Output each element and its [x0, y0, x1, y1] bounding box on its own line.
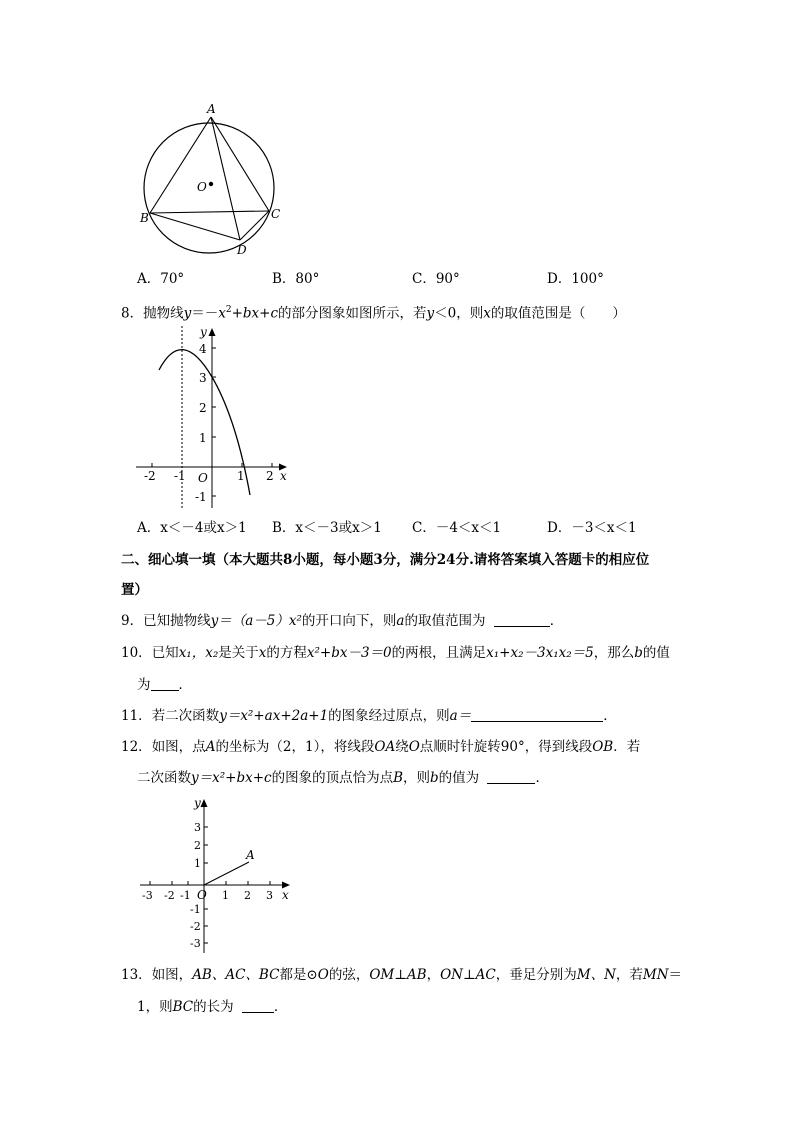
y-tick-label-3: 3 [194, 821, 201, 834]
parabola-graph [132, 322, 297, 514]
q13-perp2: ON⊥AC [440, 967, 496, 983]
x-tick-label-neg2: -2 [144, 469, 156, 483]
q9-number: 9． [121, 613, 144, 629]
q8-eq-mid: ＝－ [191, 305, 219, 322]
q8-option-d: D．－3＜x＜1 [547, 520, 637, 536]
y-tick-label-neg1: -1 [190, 903, 201, 916]
q12-answer-blank[interactable] [487, 769, 535, 784]
q13-line1-mid3: ，垂足分别为 [495, 967, 577, 983]
q10-eq: x²+bx－3＝0 [306, 645, 392, 661]
q10-period: ． [178, 677, 192, 693]
q10-mid3: 的两根，且满足 [391, 645, 487, 661]
q13-line1-end: ＝ [668, 967, 683, 983]
q8-number: 8． [121, 305, 144, 322]
q9-answer-blank[interactable] [494, 612, 550, 627]
q12-seg-oa: OA [374, 739, 396, 755]
q8-eq-rest: +bx+c [231, 305, 279, 322]
x-tick-label-1: 1 [237, 469, 245, 483]
q8-var-x: x [483, 305, 491, 322]
y-tick-label-neg1: -1 [195, 490, 207, 504]
q9-pre: 已知抛物线 [143, 613, 211, 629]
q12-eq: y＝x²+bx+c [191, 770, 272, 786]
y-axis-label: y [200, 325, 207, 339]
question-11 [121, 706, 617, 726]
q12-line1-mid2: 绕 [395, 739, 409, 755]
q7-option-d: D．100° [547, 271, 604, 287]
label-o: O [197, 180, 207, 194]
section-2-heading-line1: 二、细心填一填（本大题共8小题，每小题3分，满分24分.请将答案填入答题卡的相应位 [121, 552, 650, 568]
q7-option-a: A．70° [137, 271, 185, 287]
q8-text-end: 的取值范围是（ ） [490, 305, 626, 322]
x-axis-label: x [280, 469, 287, 483]
q8-eq-x: x [218, 305, 226, 322]
q10-mid: 是关于 [218, 645, 259, 661]
segment-bd [150, 213, 240, 240]
q12-var-o: O [408, 739, 420, 755]
x-tick-label-2: 2 [266, 469, 274, 483]
q8-eq-sup: 2 [225, 305, 232, 315]
q11-pre: 若二次函数 [151, 708, 220, 724]
label-c: C [271, 207, 281, 221]
q8-option-c: C．－4＜x＜1 [412, 520, 502, 536]
label-b: B [140, 211, 149, 225]
q13-chords: AB、AC、BC [192, 967, 280, 983]
q13-line1-mid: 都是⊙ [279, 967, 318, 983]
q13-perp1: OM⊥AB [369, 967, 427, 983]
segment-bc [150, 211, 269, 213]
x-tick-label-3: 3 [266, 889, 273, 902]
q10-cond: x₁+x₂－3x₁x₂＝5 [486, 645, 594, 661]
y-tick-label-1: 1 [199, 431, 207, 445]
q10-mid4: ，那么 [593, 645, 635, 661]
q10-var-x: x [258, 645, 267, 661]
q8-option-b: B．x＜－3或x＞1 [272, 520, 382, 536]
q12-line1-end: ．若 [613, 739, 641, 755]
q12-var-b-point: B [393, 770, 404, 786]
q12-var-a: A [205, 739, 216, 755]
q10-pre: 已知 [151, 645, 179, 661]
y-axis-arrow [201, 799, 208, 807]
x-tick-label-neg1: -1 [180, 889, 191, 902]
q9-var: a [396, 613, 405, 629]
question-10-line2 [137, 675, 192, 695]
segment-cd [240, 211, 269, 240]
q12-line1-mid3: 点顺时针旋转90°，得到线段 [419, 739, 593, 755]
label-a: A [207, 102, 216, 116]
q12-line2-mid: 的图象的顶点恰为点 [271, 770, 394, 786]
question-13-line1 [121, 965, 682, 985]
q9-period: ． [549, 613, 564, 629]
q13-line2-pre: 1，则 [137, 999, 173, 1015]
question-12-line2 [137, 768, 549, 788]
q13-mn: MN [642, 967, 669, 983]
center-dot [209, 182, 213, 186]
origin-label: O [198, 471, 208, 485]
y-axis-label: y [194, 796, 201, 810]
q13-feet: M、N [576, 967, 616, 983]
q12-var-b: b [430, 770, 439, 786]
q10-line2-pre: 为 [137, 677, 151, 693]
q7-option-c: C．90° [412, 271, 460, 287]
circle-figure [135, 100, 295, 260]
origin-label: O [197, 888, 207, 902]
q13-number: 13． [121, 967, 152, 983]
q13-var-o: O [317, 967, 329, 983]
q8-cond-y: y [426, 305, 435, 322]
q12-seg-ob: OB [592, 739, 614, 755]
q8-eq-y: y [183, 305, 192, 322]
q11-number: 11． [121, 708, 152, 724]
q13-line1-mid2: 的弦， [328, 967, 370, 983]
q12-line1-pre: 如图，点 [151, 739, 206, 755]
q10-answer-blank[interactable] [151, 676, 179, 691]
q12-line2-end: 的值为 [438, 770, 480, 786]
q10-vars: x₁，x₂ [178, 645, 219, 661]
question-9 [121, 611, 563, 631]
q8-text-post: 的部分图象如图所示，若 [278, 305, 427, 322]
x-tick-label-1: 1 [222, 889, 229, 902]
q11-mid: 的图象经过原点，则 [328, 708, 450, 724]
question-8 [121, 300, 626, 324]
y-tick-label-neg3: -3 [190, 937, 201, 950]
q13-line2-mid: 的长为 [193, 999, 234, 1015]
x-tick-label-neg2: -2 [164, 889, 175, 902]
q9-eq: y＝（a－5）x² [210, 613, 302, 629]
y-tick-label-neg2: -2 [190, 920, 201, 933]
segment-ab [150, 117, 211, 213]
q12-line2-pre: 二次函数 [137, 770, 191, 786]
q10-mid2: 的方程 [266, 645, 307, 661]
q13-line1-pre: 如图， [151, 967, 193, 983]
question-10-line1 [121, 643, 670, 663]
x-tick-label-2: 2 [244, 889, 251, 902]
y-tick-label-1: 1 [194, 857, 201, 870]
q10-end: 的值 [642, 645, 670, 661]
x-axis-label: x [282, 888, 289, 902]
q10-number: 10． [121, 645, 152, 661]
q13-bc: BC [172, 999, 194, 1015]
label-d: D [237, 243, 247, 257]
coordinate-graph [136, 795, 296, 955]
question-13-line2 [137, 997, 287, 1017]
q13-period: ． [273, 999, 288, 1015]
q9-post: 的开口向下，则 [301, 613, 397, 629]
q12-line2-mid2: ，则 [403, 770, 431, 786]
q11-answer-blank[interactable] [471, 707, 603, 722]
q11-period: ． [603, 708, 617, 724]
section-2-heading-line2: 置） [121, 582, 148, 598]
x-tick-label-neg3: -3 [142, 889, 153, 902]
q8-text-pre: 抛物线 [143, 305, 184, 322]
q12-period: ． [535, 770, 549, 786]
q12-number: 12． [121, 739, 152, 755]
q8-cond: ＜0，则 [434, 305, 484, 322]
q7-option-b: B．80° [272, 271, 320, 287]
segment-ad [211, 117, 240, 240]
q8-option-a: A．x＜－4或x＞1 [137, 520, 247, 536]
y-tick-label-2: 2 [194, 839, 201, 852]
q11-eq: y＝x²+ax+2a+1 [219, 708, 329, 724]
q12-line1-mid: 的坐标为（2，1），将线段 [215, 739, 375, 755]
question-12-line1 [121, 737, 640, 757]
y-tick-label-3: 3 [199, 371, 207, 385]
y-tick-label-2: 2 [199, 401, 207, 415]
q13-line1-mid4: ，若 [615, 967, 643, 983]
y-axis-arrow [209, 328, 216, 336]
x-tick-label-neg1: -1 [174, 469, 186, 483]
q9-end: 的取值范围为 [404, 613, 486, 629]
q10-var-b: b [634, 645, 643, 661]
point-a-label: A [246, 848, 255, 862]
q11-var: a＝ [449, 708, 472, 724]
y-tick-label-4: 4 [199, 342, 207, 356]
q13-answer-blank[interactable] [242, 998, 274, 1013]
q13-comma: ， [426, 967, 441, 983]
